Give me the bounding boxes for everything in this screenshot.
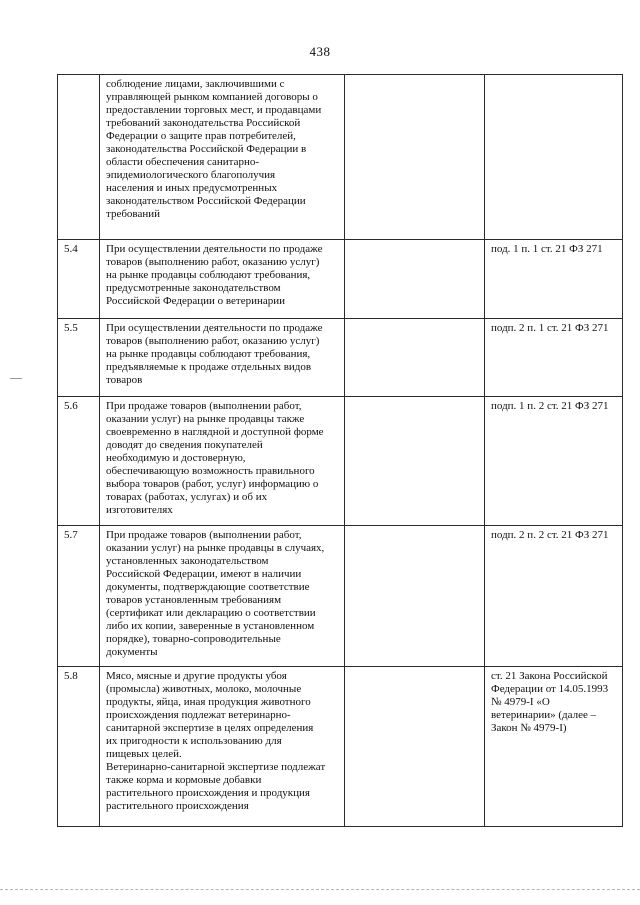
requirement-cell	[100, 526, 345, 667]
requirement-text: При осуществлении деятельности по продаже товаров (выполнению работ, оказанию услуг) на рынке продавцы соблюдают требования, предъявляемые к продаже отдельных видов товаров	[106, 322, 323, 386]
empty-cell	[345, 397, 485, 526]
reference-text: под. 1 п. 1 ст. 21 ФЗ 271	[491, 243, 603, 255]
requirement-text: При осуществлении деятельности по продаже товаров (выполнению работ, оказанию услуг) на рынке продавцы соблюдают требования, предусмотренные законодательством Российской Федерации о ветеринарии	[106, 243, 323, 307]
requirement-text: При продаже товаров (выполнении работ, оказании услуг) на рынке продавцы также своевременно в наглядной и доступной форме доводят до сведения покупателей необходимую и достоверную, обеспечивающую возможность правильного выбора товаров (работ, услуг) информацию о товарах (работах, услугах) и об их изготовителях	[106, 400, 324, 516]
reference-cell	[485, 667, 623, 827]
row-number: 5.6	[58, 397, 100, 526]
row-number: 5.5	[58, 319, 100, 397]
empty-cell	[345, 526, 485, 667]
scan-bottom-rule	[0, 889, 640, 890]
reference-cell	[485, 319, 623, 397]
table-row	[58, 240, 623, 319]
reference-text: подп. 2 п. 1 ст. 21 ФЗ 271	[491, 322, 609, 334]
table-row	[58, 319, 623, 397]
requirement-cell	[100, 75, 345, 240]
reference-cell	[485, 526, 623, 667]
requirement-cell	[100, 397, 345, 526]
reference-cell	[485, 240, 623, 319]
table-row	[58, 667, 623, 827]
row-number: 5.8	[58, 667, 100, 827]
reference-text: подп. 2 п. 2 ст. 21 ФЗ 271	[491, 529, 609, 541]
table-row	[58, 75, 623, 240]
reference-cell	[485, 75, 623, 240]
row-number	[58, 75, 100, 240]
reference-cell	[485, 397, 623, 526]
requirement-cell	[100, 319, 345, 397]
requirement-cell	[100, 667, 345, 827]
reference-text: ст. 21 Закона Российской Федерации от 14.05.1993 № 4979-I «О ветеринарии» (далее – Закон № 4979-I)	[491, 670, 609, 734]
margin-scan-mark	[10, 378, 22, 379]
row-number: 5.7	[58, 526, 100, 667]
empty-cell	[345, 75, 485, 240]
row-number: 5.4	[58, 240, 100, 319]
page-number: 438	[309, 44, 331, 59]
requirement-text: соблюдение лицами, заключившими с управляющей рынком компанией договоры о предоставлении торговых мест, и продавцами требований законодательства Российской Федерации о защите прав потребителей, законодательства Российской Федерации в области обеспечения санитарно- эпидемиологического благополучия населения и иных предусмотренных законодательством Российской Федерации требований	[106, 78, 322, 220]
requirement-cell	[100, 240, 345, 319]
requirement-text: При продаже товаров (выполнении работ, оказании услуг) на рынке продавцы в случаях, установленных законодательством Российской Федерации, имеют в наличии документы, подтверждающие соответствие товаров установленным требованиям (сертификат или декларацию о соответствии либо их копии, заверенные в установленном порядке), товарно-сопроводительные документы	[106, 529, 325, 658]
requirement-text: Мясо, мясные и другие продукты убоя (промысла) животных, молоко, молочные продукты, яйца, иная продукция животного происхождения подлежат ветеринарно- санитарной экспертизе в целях определения их пригодности к использованию для пищевых целей. Ветеринарно-санитарной экспертизе подлежат также корма и кормовые добавки растительного происхождения и продукция растительного происхождения	[106, 670, 326, 812]
reference-text: подп. 1 п. 2 ст. 21 ФЗ 271	[491, 400, 609, 412]
empty-cell	[345, 319, 485, 397]
table-row	[58, 526, 623, 667]
empty-cell	[345, 240, 485, 319]
empty-cell	[345, 667, 485, 827]
table-row	[58, 397, 623, 526]
requirements-table	[57, 74, 623, 827]
